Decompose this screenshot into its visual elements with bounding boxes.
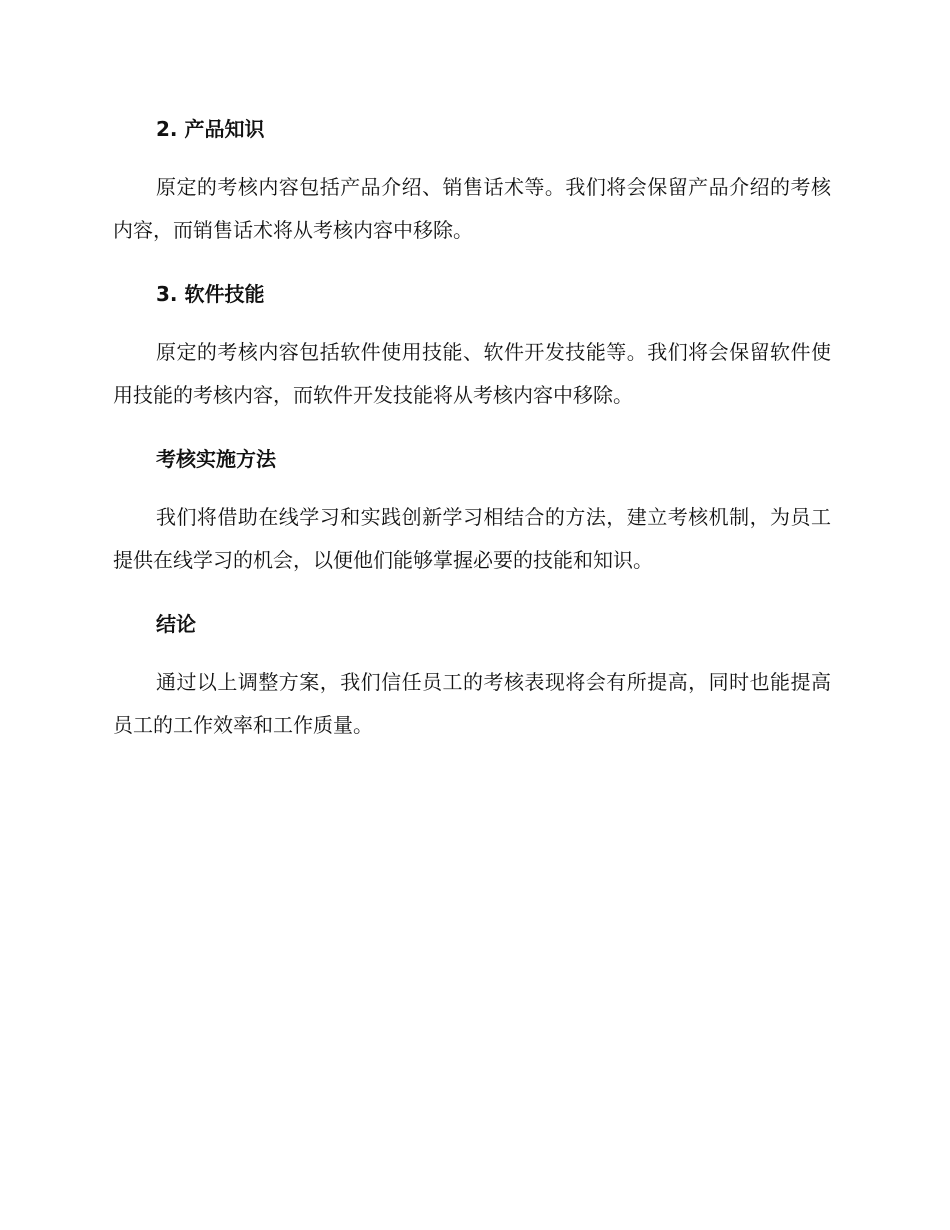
section-body-software-skills: 原定的考核内容包括软件使用技能、软件开发技能等。我们将会保留软件使用技能的考核内容，而软件开发技能将从考核内容中移除。 [113, 340, 831, 407]
section-heading-conclusion: 结论 [156, 612, 196, 636]
section-heading-software-skills: 3. 软件技能 [156, 282, 265, 306]
section-body-product-knowledge: 原定的考核内容包括产品介绍、销售话术等。我们将会保留产品介绍的考核内容，而销售话术将从考核内容中移除。 [113, 175, 831, 242]
section-body-conclusion: 通过以上调整方案，我们信任员工的考核表现将会有所提高，同时也能提高员工的工作效率和工作质量。 [113, 670, 831, 737]
section-body-assessment-method: 我们将借助在线学习和实践创新学习相结合的方法，建立考核机制，为员工提供在线学习的机会，以便他们能够掌握必要的技能和知识。 [113, 505, 831, 572]
section-heading-assessment-method: 考核实施方法 [156, 447, 276, 471]
section-heading-product-knowledge: 2. 产品知识 [156, 117, 265, 141]
document-content [113, 112, 831, 747]
